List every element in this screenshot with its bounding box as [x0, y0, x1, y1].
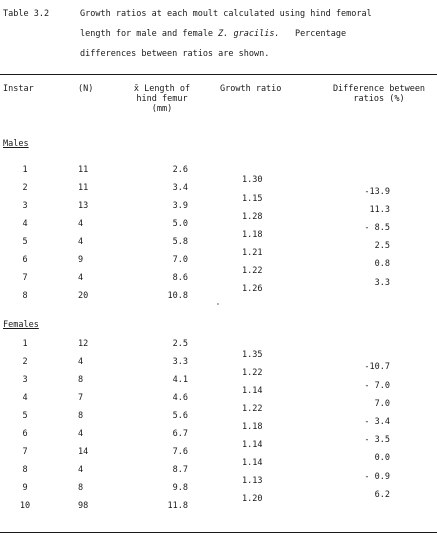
females-instar-cell: 8 — [22, 465, 28, 475]
bottom-rule — [0, 532, 437, 533]
females-diff-cell: 6.2 — [374, 490, 390, 500]
males-length-cell: 5.0 — [172, 219, 188, 229]
males-ratio-cell: 1.18 — [242, 230, 263, 240]
males-length-cell: 10.8 — [167, 291, 188, 301]
table-label: Table 3.2 — [3, 9, 50, 19]
females-ratio-cell: 1.18 — [242, 422, 263, 432]
males-n-cell: 9 — [78, 255, 84, 265]
females-ratio-cell: 1.14 — [242, 386, 263, 396]
females-instar-cell: 4 — [22, 393, 28, 403]
females-instar-cell: 7 — [22, 447, 28, 457]
females-n-cell: 98 — [78, 501, 89, 511]
females-diff-cell: 7.0 — [374, 399, 390, 409]
females-ratio-cell: 1.13 — [242, 476, 263, 486]
males-length-cell: 2.6 — [172, 165, 188, 175]
caption-line-1: Growth ratios at each moult calculated using hind femoral — [80, 9, 372, 19]
header-growth-ratio: Growth ratio — [220, 84, 282, 94]
females-n-cell: 8 — [78, 411, 84, 421]
females-length-cell: 8.7 — [172, 465, 188, 475]
females-length-cell: 11.8 — [167, 501, 188, 511]
males-n-cell: 13 — [78, 201, 89, 211]
females-diff-cell: -10.7 — [364, 362, 390, 372]
females-ratio-cell: 1.14 — [242, 458, 263, 468]
caption-line-3: differences between ratios are shown. — [80, 49, 270, 59]
males-diff-cell: 3.3 — [374, 278, 390, 288]
females-ratio-cell: 1.14 — [242, 440, 263, 450]
females-length-cell: 4.1 — [172, 375, 188, 385]
males-diff-cell: 11.3 — [369, 205, 390, 215]
header-difference — [322, 84, 436, 104]
top-rule — [0, 74, 437, 75]
females-instar-cell: 6 — [22, 429, 28, 439]
males-instar-cell: 2 — [22, 183, 28, 193]
section-females: Females — [3, 320, 39, 330]
females-n-cell: 14 — [78, 447, 89, 457]
females-length-cell: 6.7 — [172, 429, 188, 439]
females-ratio-cell: 1.22 — [242, 368, 263, 378]
males-n-cell: 4 — [78, 219, 84, 229]
males-instar-cell: 6 — [22, 255, 28, 265]
females-instar-cell: 10 — [19, 501, 31, 511]
males-n-cell: 11 — [78, 183, 89, 193]
header-length-line-1: x̄ Length of — [133, 84, 191, 94]
males-length-cell: 3.4 — [172, 183, 188, 193]
females-ratio-cell: 1.22 — [242, 404, 263, 414]
males-n-cell: 20 — [78, 291, 89, 301]
females-instar-cell: 9 — [22, 483, 28, 493]
caption-line-2-prefix: length for male and female — [80, 29, 219, 39]
males-ratio-cell: 1.21 — [242, 248, 263, 258]
header-length — [123, 84, 201, 114]
females-instar-cell: 1 — [22, 339, 28, 349]
males-ratio-cell: 1.30 — [242, 175, 263, 185]
males-diff-cell: - 8.5 — [364, 223, 390, 233]
females-diff-cell: - 7.0 — [364, 381, 390, 391]
males-ratio-cell: 1.26 — [242, 284, 263, 294]
females-length-cell: 4.6 — [172, 393, 188, 403]
males-n-cell: 4 — [78, 237, 84, 247]
males-ratio-cell: 1.15 — [242, 194, 263, 204]
header-instar: Instar — [3, 84, 34, 94]
females-ratio-cell: 1.35 — [242, 350, 263, 360]
males-length-cell: 7.0 — [172, 255, 188, 265]
males-diff-cell: 0.8 — [374, 259, 390, 269]
females-n-cell: 8 — [78, 375, 84, 385]
males-ratio-cell: 1.28 — [242, 212, 263, 222]
species-name: Z. gracilis. — [218, 29, 280, 39]
females-instar-cell: 2 — [22, 357, 28, 367]
females-n-cell: 8 — [78, 483, 84, 493]
males-instar-cell: 3 — [22, 201, 28, 211]
males-instar-cell: 4 — [22, 219, 28, 229]
header-n: (N) — [78, 84, 94, 94]
males-length-cell: 3.9 — [172, 201, 188, 211]
males-n-cell: 4 — [78, 273, 84, 283]
females-diff-cell: - 0.9 — [364, 472, 390, 482]
scan-speck — [217, 303, 219, 305]
females-n-cell: 7 — [78, 393, 84, 403]
header-difference-line-1: Difference between — [332, 84, 426, 94]
females-ratio-cell: 1.20 — [242, 494, 263, 504]
females-n-cell: 4 — [78, 465, 84, 475]
females-n-cell: 12 — [78, 339, 89, 349]
females-n-cell: 4 — [78, 357, 84, 367]
females-instar-cell: 3 — [22, 375, 28, 385]
females-length-cell: 2.5 — [172, 339, 188, 349]
males-diff-cell: -13.9 — [364, 187, 390, 197]
males-ratio-cell: 1.22 — [242, 266, 263, 276]
header-difference-line-2: ratios (%) — [353, 94, 405, 104]
females-diff-cell: 0.0 — [374, 453, 390, 463]
females-length-cell: 3.3 — [172, 357, 188, 367]
caption-line-2 — [80, 29, 346, 39]
females-length-cell: 9.8 — [172, 483, 188, 493]
header-length-line-2: hind femur — [136, 94, 188, 104]
section-males: Males — [3, 139, 29, 149]
females-length-cell: 5.6 — [172, 411, 188, 421]
females-n-cell: 4 — [78, 429, 84, 439]
header-length-line-3: (mm) — [151, 104, 173, 114]
females-diff-cell: - 3.5 — [364, 435, 390, 445]
males-n-cell: 11 — [78, 165, 89, 175]
females-instar-cell: 5 — [22, 411, 28, 421]
males-instar-cell: 7 — [22, 273, 28, 283]
females-length-cell: 7.6 — [172, 447, 188, 457]
males-length-cell: 8.6 — [172, 273, 188, 283]
caption-line-2-suffix: Percentage — [279, 29, 347, 39]
males-instar-cell: 1 — [22, 165, 28, 175]
males-instar-cell: 8 — [22, 291, 28, 301]
males-instar-cell: 5 — [22, 237, 28, 247]
males-length-cell: 5.8 — [172, 237, 188, 247]
females-diff-cell: - 3.4 — [364, 417, 390, 427]
males-diff-cell: 2.5 — [374, 241, 390, 251]
